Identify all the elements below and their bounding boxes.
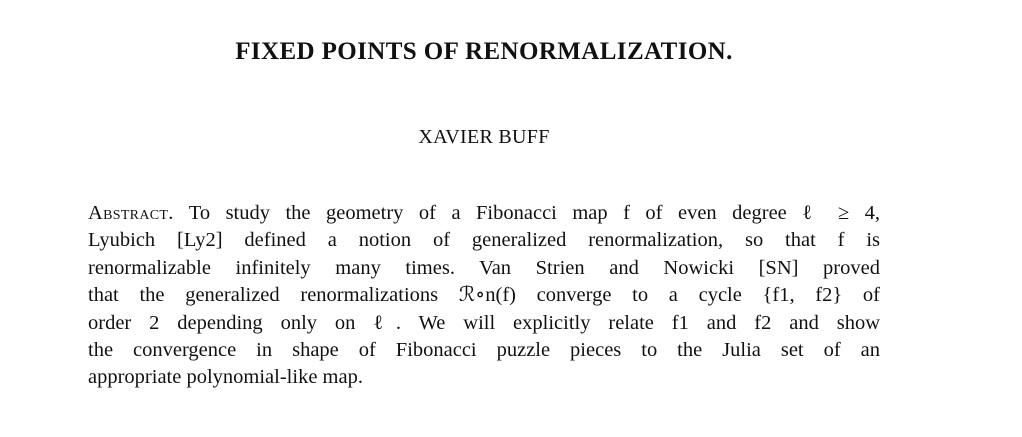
abstract-line-2: Lyubich [Ly2] defined a notion of generalized renormalization, so that f is: [88, 229, 880, 252]
abstract: [88, 200, 880, 392]
abstract-line-4: that the generalized renormalizations ℛ∘n(f) converge to a cycle {f1, f2} of: [88, 284, 880, 307]
abstract-line-5: order 2 depending only on ℓ. We will explicitly relate f1 and f2 and show: [88, 311, 880, 334]
author-name: XAVIER BUFF: [418, 126, 550, 148]
abstract-line-7: appropriate polynomial-like map.: [88, 366, 363, 389]
abstract-line-3: renormalizable infinitely many times. Van Strien and Nowicki [SN] proved: [88, 256, 880, 279]
abstract-label: Abstract.: [88, 202, 174, 224]
abstract-line-1: [88, 200, 880, 227]
abstract-line-1-text: To study the geometry of a Fibonacci map f of even degree ℓ ≥ 4,: [188, 202, 880, 224]
paper-title: FIXED POINTS OF RENORMALIZATION.: [235, 38, 733, 65]
abstract-line-6: the convergence in shape of Fibonacci puzzle pieces to the Julia set of an: [88, 339, 880, 362]
